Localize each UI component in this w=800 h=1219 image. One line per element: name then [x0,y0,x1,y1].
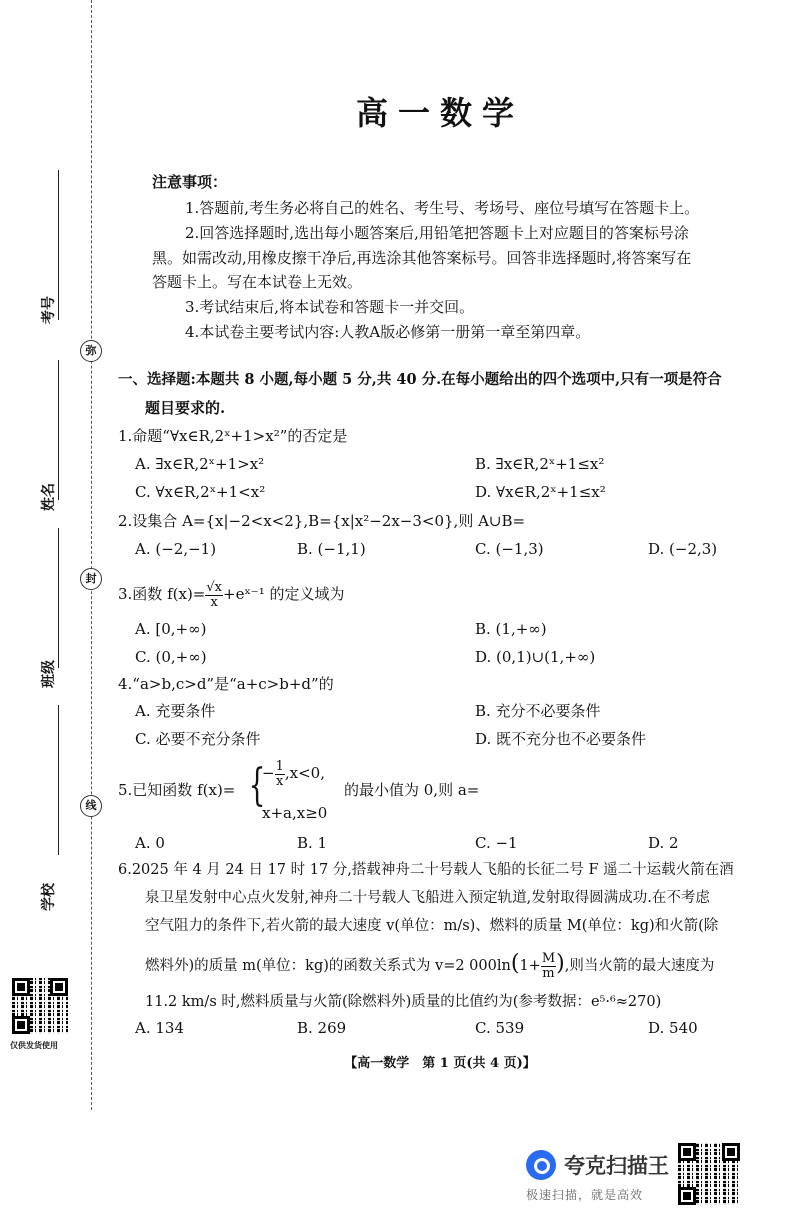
q4-option-a: A. 充要条件 [135,702,216,720]
page-title: 高一数学 [355,94,524,132]
q6-line: 11.2 km/s 时,燃料质量与火箭(除燃料外)质量的比值约为(参考数据：e⁵·⁶≈270) [145,994,662,1010]
notice-item: 1.答题前,考生务必将自己的姓名、考生号、考场号、座位号填写在答题卡上。 [185,199,700,217]
side-label-class: 班级 [41,660,57,688]
q3-option-d: D. (0,1)∪(1,+∞) [475,648,596,666]
q6-option-d: D. 540 [648,1019,698,1037]
q1-option-b: B. ∃x∈R,2ˣ+1≤x² [475,455,605,473]
side-label-exam-no: 考号 [41,296,57,324]
q1-option-d: D. ∀x∈R,2ˣ+1≤x² [475,483,606,501]
q5-option-c: C. −1 [475,834,518,852]
q5-case2: x+a,x≥0 [262,804,328,822]
q2-option-a: A. (−2,−1) [135,540,217,558]
q1-option-a: A. ∃x∈R,2ˣ+1>x² [135,455,265,473]
q4-option-d: D. 既不充分也不必要条件 [475,730,647,748]
q4-stem: 4.“a>b,c>d”是“a+c>b+d”的 [118,675,334,693]
q3-stem: 3.函数 f(x)= $\frac{√x}{x}$ +eˣ⁻¹ 的定义域为 [118,579,345,610]
q3-option-c: C. (0,+∞) [135,648,207,666]
side-label-name: 姓名 [41,483,57,511]
seal-mi: 弥 [80,340,102,362]
q6-option-c: C. 539 [475,1019,525,1037]
scanner-slogan: 极速扫描，就是高效 [526,1188,644,1202]
section-heading-cont: 题目要求的. [145,399,226,417]
binding-dashed-line [91,0,92,1110]
seal-xian: 线 [80,795,102,817]
q6-line: 泉卫星发射中心点火发射,神舟二十号载人飞船进入预定轨道,发射取得圆满成功.在不考虑 [145,890,710,906]
notice-item: 3.考试结束后,将本试卷和答题卡一并交回。 [185,298,475,316]
q5-option-a: A. 0 [135,834,165,852]
school-rule [58,705,59,855]
q1-option-c: C. ∀x∈R,2ˣ+1<x² [135,483,266,501]
name-rule [58,360,59,500]
q6-option-b: B. 269 [297,1019,347,1037]
notice-item: 4.本试卷主要考试内容:人教A版必修第一册第一章至第四章。 [185,323,591,341]
q5-case1: − $\frac{1}{x}$ ,x<0, [262,758,325,789]
class-rule [58,528,59,668]
q2-option-b: B. (−1,1) [297,540,366,558]
q2-option-d: D. (−2,3) [648,540,718,558]
q5-option-d: D. 2 [648,834,679,852]
q2-stem: 2.设集合 A={x|−2<x<2},B={x|x²−2x−3<0},则 A∪B= [118,512,526,530]
q6-line: 空气阻力的条件下,若火箭的最大速度 v(单位：m/s)、燃料的质量 M(单位：kg)和火箭(除 [145,918,719,934]
q3-option-b: B. (1,+∞) [475,620,547,638]
scanner-brand: 夸克扫描王 [564,1154,669,1178]
qr-caption: 仅供发货使用 [10,1041,58,1050]
notice-item: 答题卡上。写在本试卷上无效。 [152,273,363,291]
q6-line: 6.2025 年 4 月 24 日 17 时 17 分,搭载神舟二十号载人飞船的长征二号 F 遥二十运载火箭在酒 [118,862,734,878]
watermark-qr-code [678,1143,740,1205]
q2-option-c: C. (−1,3) [475,540,544,558]
exam-no-rule [58,170,59,320]
q6-line-formula: 燃料外)的质量 m(单位：kg)的函数关系式为 v=2 000ln(1+ $\frac{M}{m}$ ),则当火箭的最大速度为 [145,950,715,981]
q4-option-c: C. 必要不充分条件 [135,730,261,748]
notice-item: 黑。如需改动,用橡皮擦干净后,再选涂其他答案标号。回答非选择题时,将答案写在 [152,249,692,267]
q5-brace: { [248,760,266,811]
seal-feng: 封 [80,568,102,590]
side-qr-code [12,978,68,1034]
side-label-school: 学校 [41,883,57,911]
q6-option-a: A. 134 [135,1019,184,1037]
notice-item: 2.回答选择题时,选出每小题答案后,用铅笔把答题卡上对应题目的答案标号涂 [185,224,689,242]
q5-stem-pre: 5.已知函数 f(x)= [118,781,236,799]
notice-heading: 注意事项： [152,173,228,191]
q4-option-b: B. 充分不必要条件 [475,702,601,720]
page-footer: 【高一数学 第 1 页(共 4 页)】 [344,1056,536,1071]
q3-option-a: A. [0,+∞) [135,620,207,638]
q5-option-b: B. 1 [297,834,328,852]
scanner-logo-icon [526,1150,556,1180]
q1-stem: 1.命题“∀x∈R,2ˣ+1>x²”的否定是 [118,427,348,445]
section-heading: 一、选择题:本题共 8 小题,每小题 5 分,共 40 分.在每小题给出的四个选项中,只有一项是符合 [118,371,722,388]
q5-stem-post: 的最小值为 0,则 a= [344,781,480,799]
